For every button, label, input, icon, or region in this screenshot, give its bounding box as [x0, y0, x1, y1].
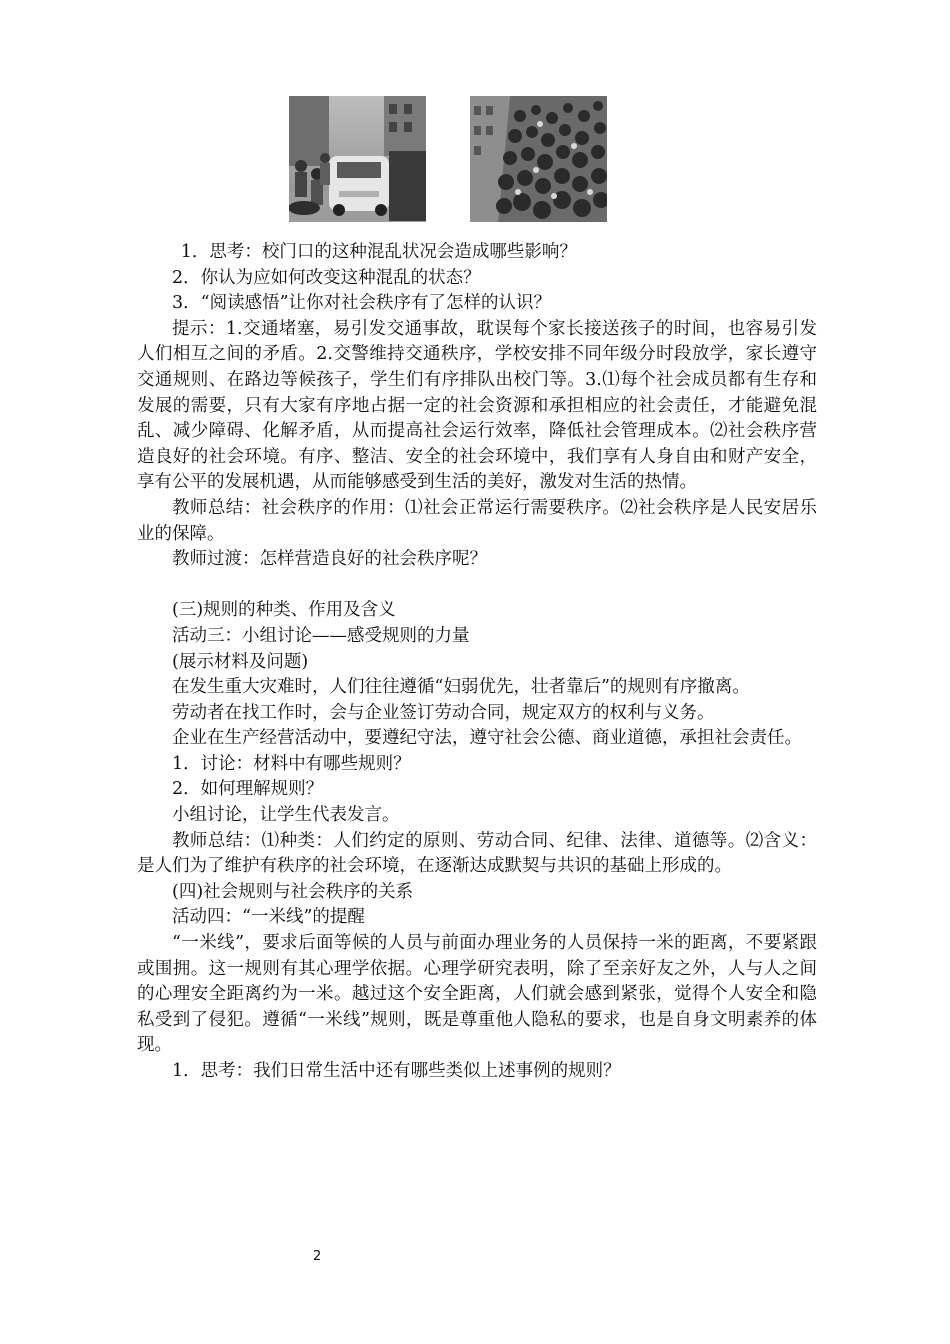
- question-paragraph: 3．“阅读感悟”让你对社会秩序有了怎样的认识？: [172, 293, 552, 314]
- school-gate-traffic-photo: [289, 96, 426, 222]
- material-paragraph: 在发生重大灾难时，人们往往遵循“妇弱优先，壮者靠后”的规则有序撤离。: [172, 677, 750, 698]
- instruction-paragraph: 小组讨论，让学生代表发言。: [172, 805, 400, 826]
- question-paragraph: 1．思考：我们日常生活中还有哪些类似上述事例的规则？: [172, 1061, 621, 1081]
- document-body: [137, 240, 817, 1085]
- question-paragraph: 2．如何理解规则？: [172, 779, 324, 800]
- figure-row: [0, 96, 950, 222]
- material-paragraph: 劳动者在找工作时，会与企业签订劳动合同，规定双方的权利与义务。: [172, 702, 715, 723]
- activity-heading: 活动四：“一米线”的提醒: [172, 907, 365, 928]
- activity-heading: 活动三：小组讨论——感受规则的力量: [172, 625, 470, 646]
- blank-line: [137, 573, 817, 599]
- material-paragraph: “一米线”，要求后面等候的人员与前面办理业务的人员保持一米的距离，不要紧跟或围拥。这一规则有其心理学依据。心理学研究表明，除了至亲好友之外，人与人之间的心理安全距离约为一米。越过这个安全距离，人们就会感到紧张，觉得个人安全和隐私受到了侵犯。遵循“一米线”规则，既是尊重他人隐私的要求，也是自身文明素养的体现。: [137, 933, 817, 1056]
- hint-paragraph: 提示：1.交通堵塞，易引发交通事故，耽误每个家长接送孩子的时间，也容易引发人们相互之间的矛盾。2.交警维持交通秩序，学校安排不同年级分时段放学，家长遵守交通规则、在路边等候孩子，学生们有序排队出校门等。3.⑴每个社会成员都有生存和发展的需要，只有大家有序地占据一定的社会资源和承担相应的社会责任，才能避免混乱、减少障碍、化解矛盾，从而提高社会运行效率，降低社会管理成本。⑵社会秩序营造良好的社会环境。有序、整洁、安全的社会环境中，我们享有人身自由和财产安全，享有公平的发展机遇，从而能够感受到生活的美好，激发对生活的热情。: [137, 318, 817, 493]
- page-number: 2: [313, 1249, 322, 1264]
- crowd-umbrellas-photo: [470, 96, 607, 222]
- question-paragraph: 2．你认为应如何改变这种混乱的状态？: [172, 267, 481, 288]
- section-heading: (三)规则的种类、作用及含义: [172, 600, 396, 621]
- question-paragraph: 1．讨论：材料中有哪些规则？: [172, 753, 411, 774]
- teacher-summary-paragraph: 教师总结：⑴种类：人们约定的原则、劳动合同、纪律、法律、道德等。⑵含义：是人们为了维护有秩序的社会环境，在逐渐达成默契与共识的基础上形成的。: [137, 830, 817, 877]
- teacher-transition-paragraph: 教师过渡：怎样营造良好的社会秩序呢？: [172, 549, 487, 570]
- material-paragraph: 企业在生产经营活动中，要遵纪守法，遵守社会公德、商业道德，承担社会责任。: [172, 728, 802, 749]
- teacher-summary-paragraph: 教师总结：社会秩序的作用：⑴社会正常运行需要秩序。⑵社会秩序是人民安居乐业的保障。: [137, 497, 817, 544]
- section-heading: (四)社会规则与社会秩序的关系: [172, 881, 414, 902]
- material-note: (展示材料及问题): [172, 651, 309, 672]
- question-paragraph: 1．思考：校门口的这种混乱状况会造成哪些影响？: [180, 242, 577, 262]
